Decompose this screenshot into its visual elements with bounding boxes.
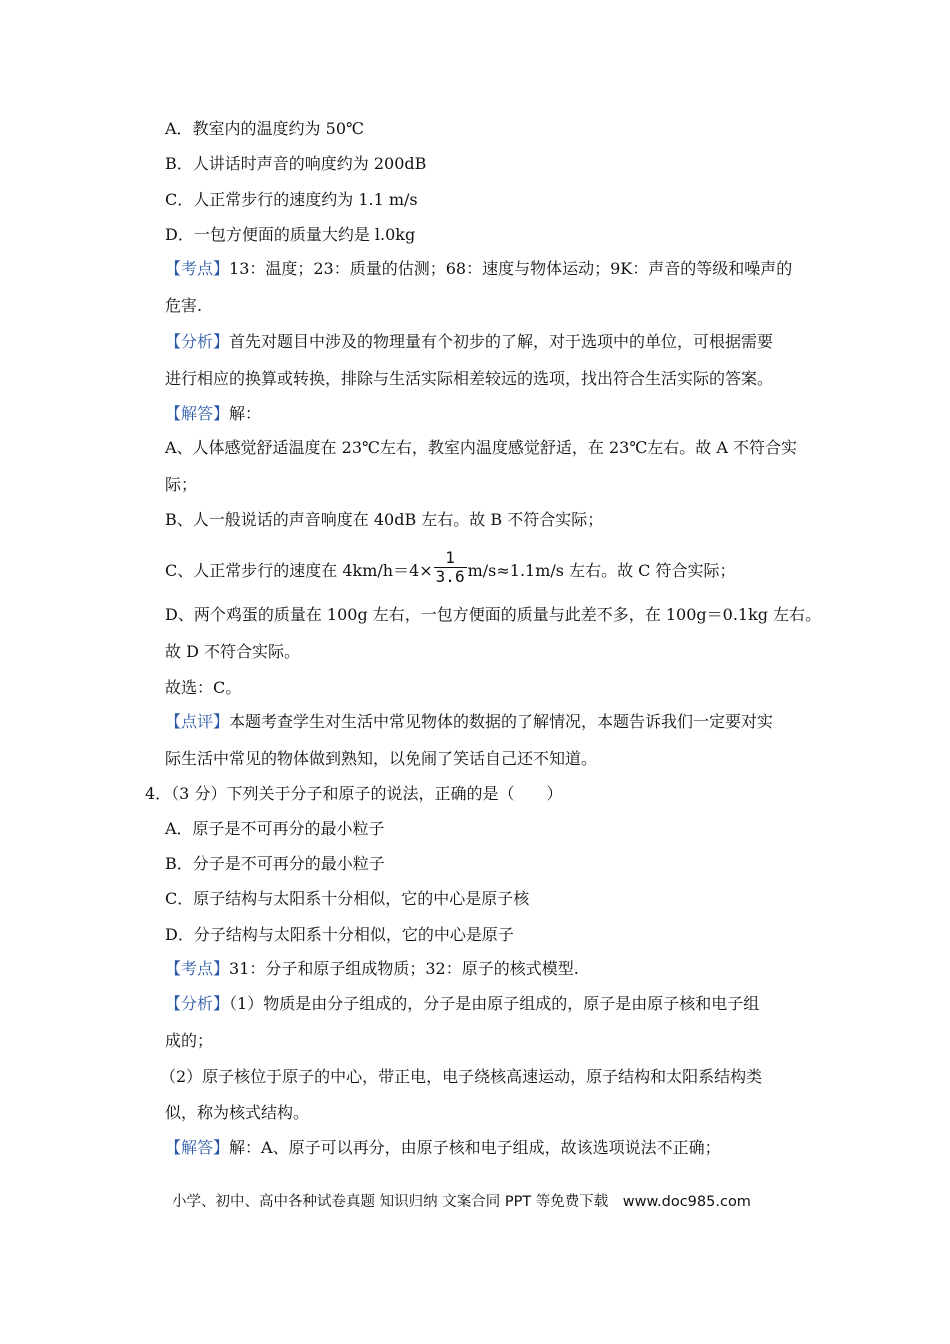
q4-option-a: A．原子是不可再分的最小粒子 [165,819,385,838]
q3-answer-d-cont: 故 D 不符合实际。 [165,642,301,661]
q3-dianping [165,711,773,733]
dianping-tag: 【点评】 [165,712,230,731]
q3-kaodian-cont: 危害. [165,296,203,315]
q3-dianping-cont: 际生活中常见的物体做到熟知，以免闹了笑话自己还不知道。 [165,749,598,768]
q4-fenxi-cont-2: （2）原子核位于原子的中心，带正电，电子绕核高速运动，原子结构和太阳系结构类 [160,1067,763,1086]
q4-option-c: C．原子结构与太阳系十分相似，它的中心是原子核 [165,889,530,908]
q4-stem: 4．（3 分）下列关于分子和原子的说法，正确的是（ ） [145,784,563,803]
dianping-text: 本题考查学生对生活中常见物体的数据的了解情况，本题告诉我们一定要对实 [229,712,774,731]
kaodian-text: 31：分子和原子组成物质；32：原子的核式模型. [229,959,579,978]
fenxi-tag: 【分析】 [165,994,230,1013]
fenxi-text: （1）物质是由分子组成的，分子是由原子组成的，原子是由原子核和电子组 [229,994,760,1013]
q3-jieda [165,403,261,425]
q4-fenxi-cont-1: 成的； [165,1031,214,1050]
q4-kaodian [165,958,579,980]
q4-option-d: D．分子结构与太阳系十分相似，它的中心是原子 [165,925,514,944]
q3-option-a: A．教室内的温度约为 50℃ [165,119,364,138]
q3-fenxi [165,331,773,353]
kaodian-tag: 【考点】 [165,959,230,978]
jieda-tag: 【解答】 [165,1138,230,1157]
q3-option-c: C．人正常步行的速度约为 1.1 m/s [165,190,418,209]
answer-c-pre: C、人正常步行的速度在 4km/h＝4× [165,561,433,580]
q4-fenxi-cont-3: 似，称为核式结构。 [165,1103,310,1122]
q3-option-d: D．一包方便面的质量大约是 l.0kg [165,225,416,244]
fenxi-text: 首先对题目中涉及的物理量有个初步的了解，对于选项中的单位，可根据需要 [229,332,774,351]
q3-answer-a-cont: 际； [165,475,198,494]
kaodian-text: 13：温度；23：质量的估测；68：速度与物体运动；9K：声音的等级和噪声的 [229,259,793,278]
fraction [434,549,467,586]
jieda-text: 解： [229,404,262,423]
q3-answer-c [165,548,736,586]
q3-choice: 故选：C。 [165,678,242,697]
q3-kaodian [165,258,792,280]
q3-answer-b: B、人一般说话的声音响度在 40dB 左右。故 B 不符合实际； [165,510,604,529]
fraction-numerator: 1 [445,548,455,567]
q4-option-b: B．分子是不可再分的最小粒子 [165,854,385,873]
fraction-denominator: 3.6 [435,567,465,586]
q3-answer-a: A、人体感觉舒适温度在 23℃左右，教室内温度感觉舒适，在 23℃左右。故 A 不符合实 [165,438,797,457]
kaodian-tag: 【考点】 [165,259,230,278]
page-footer: 小学、初中、高中各种试卷真题 知识归纳 文案合同 PPT 等免费下载 www.doc985.com [172,1194,751,1210]
jieda-tag: 【解答】 [165,404,230,423]
q3-fenxi-cont: 进行相应的换算或转换，排除与生活实际相差较远的选项，找出符合生活实际的答案。 [165,369,774,388]
q3-option-b: B．人讲话时声音的响度约为 200dB [165,154,427,173]
fenxi-tag: 【分析】 [165,332,230,351]
q3-answer-d: D、两个鸡蛋的质量在 100g 左右，一包方便面的质量与此差不多，在 100g＝0.1kg 左右。 [165,605,822,624]
answer-c-post: m/s≈1.1m/s 左右。故 C 符合实际； [467,561,736,580]
q4-fenxi [165,993,759,1015]
jieda-text: 解：A、原子可以再分，由原子核和电子组成，故该选项说法不正确； [229,1138,721,1157]
q4-jieda [165,1137,721,1159]
